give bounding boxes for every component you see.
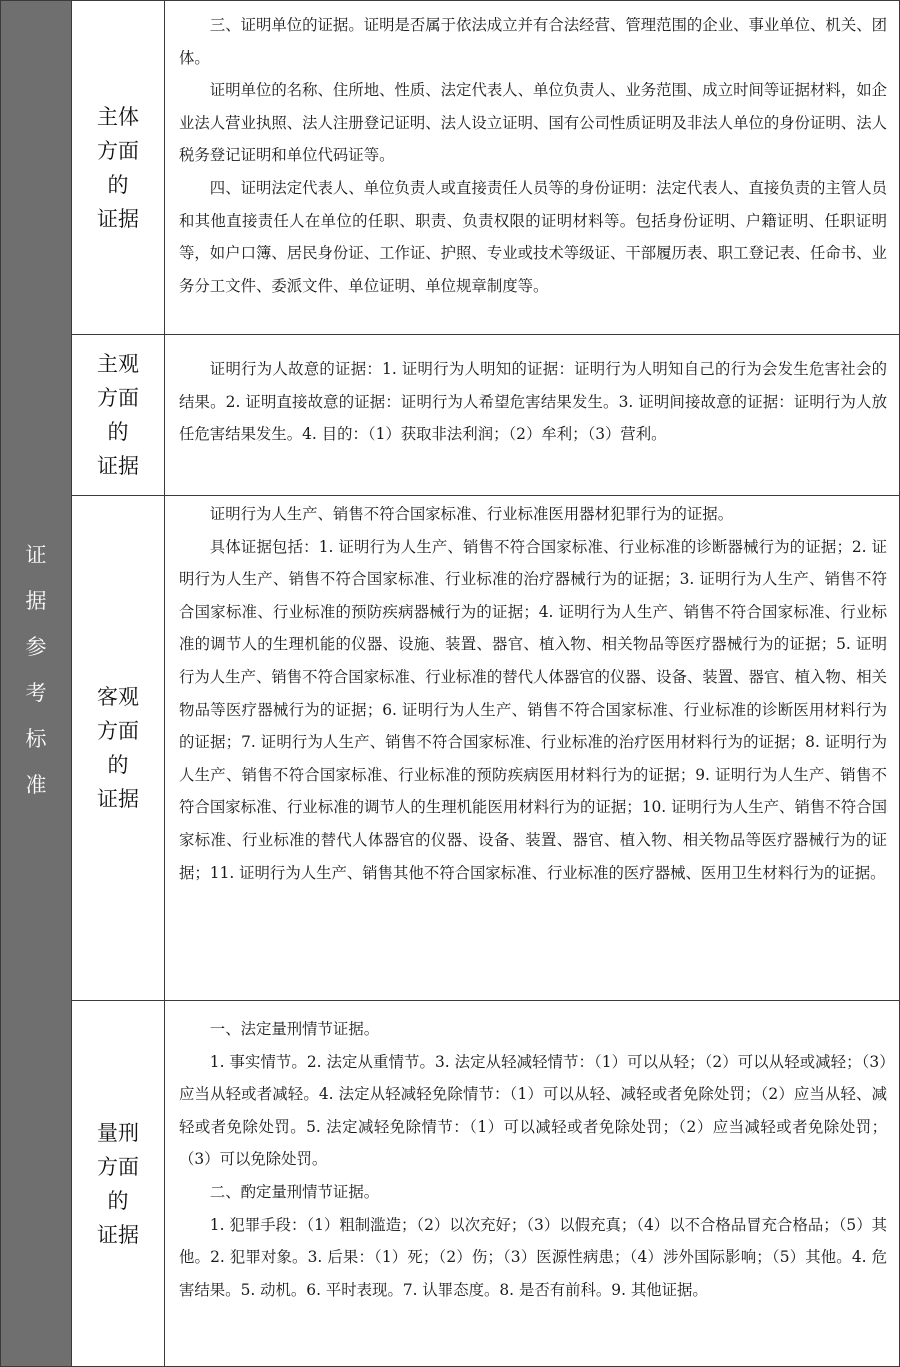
category-cell — [72, 335, 165, 495]
side-header-char: 考 — [25, 681, 47, 705]
category-line: 证据 — [97, 454, 139, 478]
category-cell — [72, 1, 165, 334]
table-rows — [72, 1, 899, 1366]
category-line: 主观 — [97, 352, 139, 376]
side-header-char: 据 — [25, 589, 47, 613]
category-cell — [72, 496, 165, 1000]
category-line: 证据 — [97, 1222, 139, 1247]
paragraph: 二、酌定量刑情节证据。 — [209, 1182, 380, 1201]
paragraph: 证明行为人生产、销售不符合国家标准、行业标准医用器材犯罪行为的证据。 — [209, 505, 734, 523]
side-header-char: 参 — [25, 635, 47, 659]
side-header — [1, 1, 72, 1366]
category-line: 方面 — [97, 1154, 139, 1179]
category-line: 主体 — [97, 104, 139, 129]
paragraph: 四、证明法定代表人、单位负责人或直接责任人员等的身份证明：法定代表人、直接负责的主管人员和其他直接责任人在单位的任职、职责、负责权限的证明材料等。包括身份证明、户籍证明、任职证明等，如户口簿、居民身份证、工作证、护照、专业或技术等级证、干部履历表、职工登记表、任命书、业务分工文件、委派文件、单位证明、单位规章制度等。 — [179, 178, 887, 295]
category-line: 的 — [107, 420, 129, 444]
side-header-char: 标 — [25, 727, 47, 751]
paragraph: 一、法定量刑情节证据。 — [209, 1020, 380, 1038]
category-line: 量刑 — [97, 1120, 139, 1145]
side-header-label — [1, 539, 71, 801]
content-cell — [165, 496, 899, 1000]
table-row-subjective — [72, 335, 899, 496]
table-row-sentencing — [72, 1001, 899, 1366]
category-line: 方面 — [97, 719, 139, 743]
category-line: 证据 — [97, 787, 139, 811]
category-line: 的 — [107, 753, 129, 777]
paragraph: 三、证明单位的证据。证明是否属于依法成立并有合法经营、管理范围的企业、事业单位、机关、团体。 — [179, 16, 887, 67]
category-line: 方面 — [97, 386, 139, 410]
category-line: 证据 — [97, 206, 139, 231]
table-row-objective — [72, 496, 899, 1001]
category-line: 的 — [107, 172, 129, 197]
paragraph: 1. 事实情节。2. 法定从重情节。3. 法定从轻减轻情节：（1）可以从轻；（2）可以从轻或减轻；（3）应当从轻或者减轻。4. 法定从轻减轻免除情节：（1）可以从轻、减轻或者免除处罚；（2）应当从轻、减轻或者免除处罚。5. 法定减轻免除情节：（1）可以减轻或者免除处罚；（2）应当减轻或者免除处罚；（3）可以免除处罚。 — [179, 1052, 887, 1169]
paragraph: 证明行为人故意的证据：1. 证明行为人明知的证据：证明行为人明知自己的行为会发生危害社会的结果。2. 证明直接故意的证据：证明行为人希望危害结果发生。3. 证明间接故意的证据：证明行为人放任危害结果发生。4. 目的：（1）获取非法利润；（2）牟利；（3）营利。 — [179, 360, 887, 444]
content-cell — [165, 1, 899, 334]
content-cell — [165, 1001, 899, 1366]
paragraph: 具体证据包括：1. 证明行为人生产、销售不符合国家标准、行业标准的诊断器械行为的证据；2. 证明行为人生产、销售不符合国家标准、行业标准的治疗器械行为的证据；3. 证明行为人生产、销售不符合国家标准、行业标准的预防疾病器械行为的证据；4. 证明行为人生产、销售不符合国家标准、行业标准的调节人的生理机能的仪器、设施、装置、器官、植入物、相关物品等医疗器械行为的证据；5. 证明行为人生产、销售不符合国家标准、行业标准的替代人体器官的仪器、设备、装置、器官、植入物、相关物品等医疗器械行为的证据；6. 证明行为人生产、销售不符合国家标准、行业标准的诊断医用材料行为的证据；7. 证明行为人生产、销售不符合国家标准、行业标准的治疗医用材料行为的证据；8. 证明行为人生产、销售不符合国家标准、行业标准的预防疾病医用材料行为的证据；9. 证明行为人生产、销售不符合国家标准、行业标准的调节人的生理机能医用材料行为的证据；10. 证明行为人生产、销售不符合国家标准、行业标准的替代人体器官的仪器、设备、装置、器官、植入物、相关物品等医疗器械行为的证据；11. 证明行为人生产、销售其他不符合国家标准、行业标准的医疗器械、医用卫生材料行为的证据。 — [179, 537, 887, 882]
category-line: 的 — [107, 1188, 129, 1213]
side-header-char: 准 — [25, 773, 47, 797]
side-header-char: 证 — [25, 543, 47, 567]
category-line: 客观 — [97, 685, 139, 709]
paragraph: 1. 犯罪手段：（1）粗制滥造；（2）以次充好；（3）以假充真；（4）以不合格品冒充合格品；（5）其他。2. 犯罪对象。3. 后果：（1）死；（2）伤；（3）医源性病患；（4）涉外国际影响；（5）其他。4. 危害结果。5. 动机。6. 平时表现。7. 认罪态度。8. 是否有前科。9. 其他证据。 — [179, 1215, 887, 1299]
table-row-subject — [72, 1, 899, 335]
content-cell — [165, 335, 899, 495]
category-line: 方面 — [97, 138, 139, 163]
category-cell — [72, 1001, 165, 1366]
paragraph: 证明单位的名称、住所地、性质、法定代表人、单位负责人、业务范围、成立时间等证据材料，如企业法人营业执照、法人注册登记证明、法人设立证明、国有公司性质证明及非法人单位的身份证明、法人税务登记证明和单位代码证等。 — [179, 81, 887, 165]
